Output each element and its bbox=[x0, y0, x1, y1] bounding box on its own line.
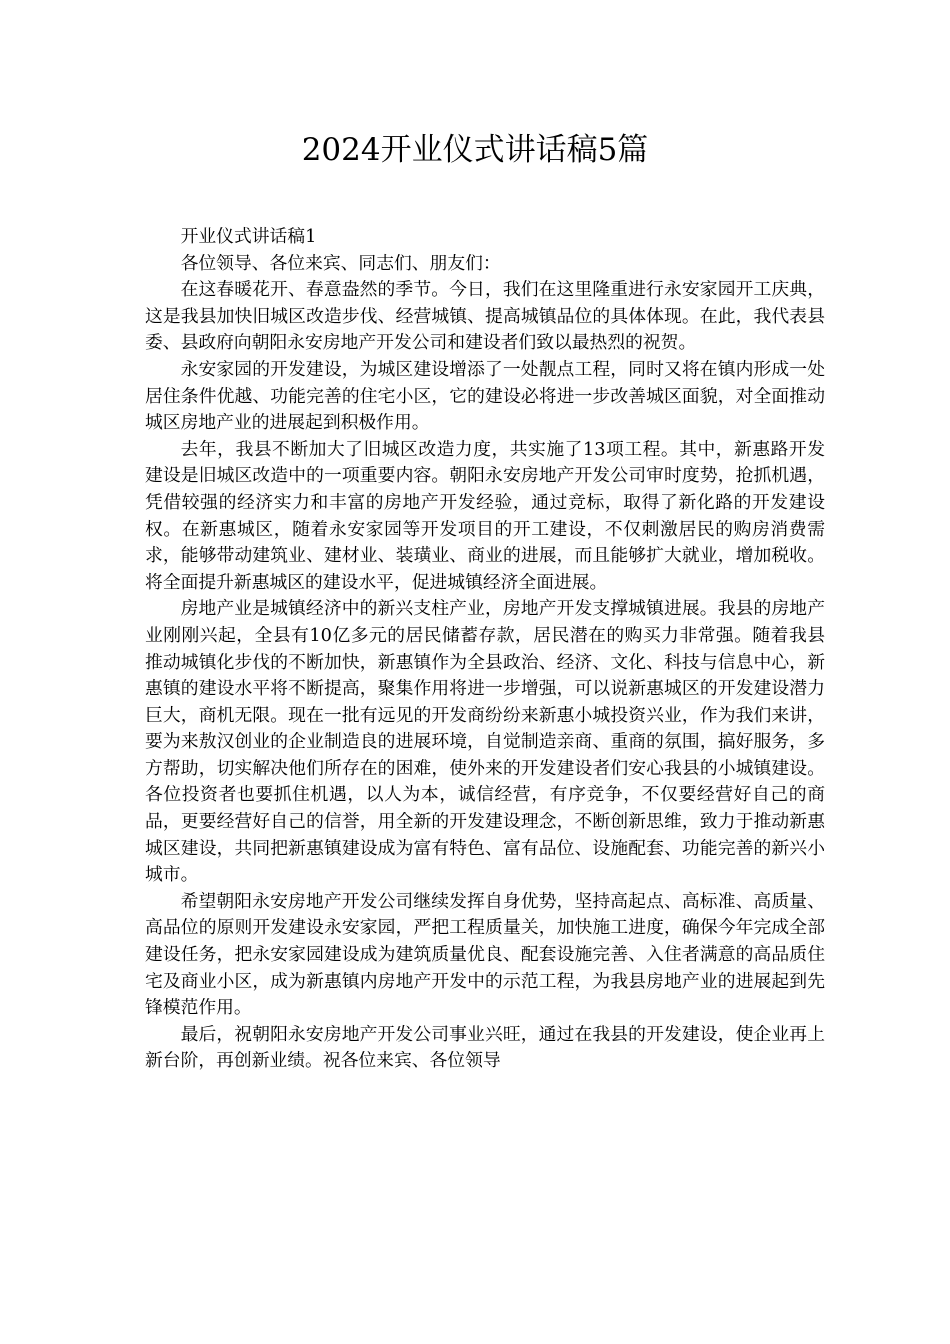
paragraph-1: 在这春暖花开、春意盎然的季节。今日，我们在这里隆重进行永安家园开工庆典，这是我县加快旧城区改造步伐、经营城镇、提高城镇品位的具体体现。在此，我代表县委、县政府向朝阳永安房地产开发公司和建设者们致以最热烈的祝贺。 bbox=[145, 279, 825, 354]
salutation: 各位领导、各位来宾、同志们、朋友们： bbox=[180, 252, 501, 274]
paragraph-5: 希望朝阳永安房地产开发公司继续发挥自身优势，坚持高起点、高标准、高质量、高品位的原则开发建设永安家园，严把工程质量关，加快施工进度，确保今年完成全部建设任务，把永安家园建设成为建筑质量优良、配套设施完善、入住者满意的高品质住宅及商业小区，成为新惠镇内房地产开发中的示范工程，为我县房地产业的进展起到先锋模范作用。 bbox=[145, 890, 825, 1019]
section-heading: 开业仪式讲话稿1 bbox=[180, 226, 317, 247]
document-title: 2024开业仪式讲话稿5篇 bbox=[301, 132, 649, 168]
document-body bbox=[145, 224, 825, 1075]
paragraph-2: 永安家园的开发建设，为城区建设增添了一处靓点工程，同时又将在镇内形成一处居住条件优越、功能完善的住宅小区，它的建设必将进一步改善城区面貌，对全面推动城区房地产业的进展起到积极作用。 bbox=[145, 358, 825, 434]
paragraph-3: 去年，我县不断加大了旧城区改造力度，共实施了13项工程。其中，新惠路开发建设是旧城区改造中的一项重要内容。朝阳永安房地产开发公司审时度势，抢抓机遇，凭借较强的经济实力和丰富的房地产开发经验，通过竞标，取得了新化路的开发建设权。在新惠城区，随着永安家园等开发项目的开工建设，不仅刺激居民的购房消费需求，能够带动建筑业、建材业、装璜业、商业的进展，而且能够扩大就业，增加税收。将全面提升新惠城区的建设水平，促进城镇经济全面进展。 bbox=[145, 438, 825, 593]
paragraph-6: 最后，祝朝阳永安房地产开发公司事业兴旺，通过在我县的开发建设，使企业再上新台阶，再创新业绩。祝各位来宾、各位领导 bbox=[145, 1023, 825, 1072]
paragraph-4: 房地产业是城镇经济中的新兴支柱产业，房地产开发支撑城镇进展。我县的房地产业刚刚兴起，全县有10亿多元的居民储蓄存款，居民潜在的购买力非常强。随着我县推动城镇化步伐的不断加快，新惠镇作为全县政治、经济、文化、科技与信息中心，新惠镇的建设水平将不断提高，聚集作用将进一步增强，可以说新惠城区的开发建设潜力巨大，商机无限。现在一批有远见的开发商纷纷来新惠小城投资兴业，作为我们来讲，要为来敖汉创业的企业制造良的进展环境，自觉制造亲商、重商的氛围，搞好服务，多方帮助，切实解决他们所存在的困难，使外来的开发建设者们安心我县的小城镇建设。各位投资者也要抓住机遇，以人为本，诚信经营，有序竞争，不仅要经营好自己的商品，更要经营好自己的信誉，用全新的开发建设理念，不断创新思维，致力于推动新惠城区建设，共同把新惠镇建设成为富有特色、富有品位、设施配套、功能完善的新兴小城市。 bbox=[145, 598, 825, 886]
